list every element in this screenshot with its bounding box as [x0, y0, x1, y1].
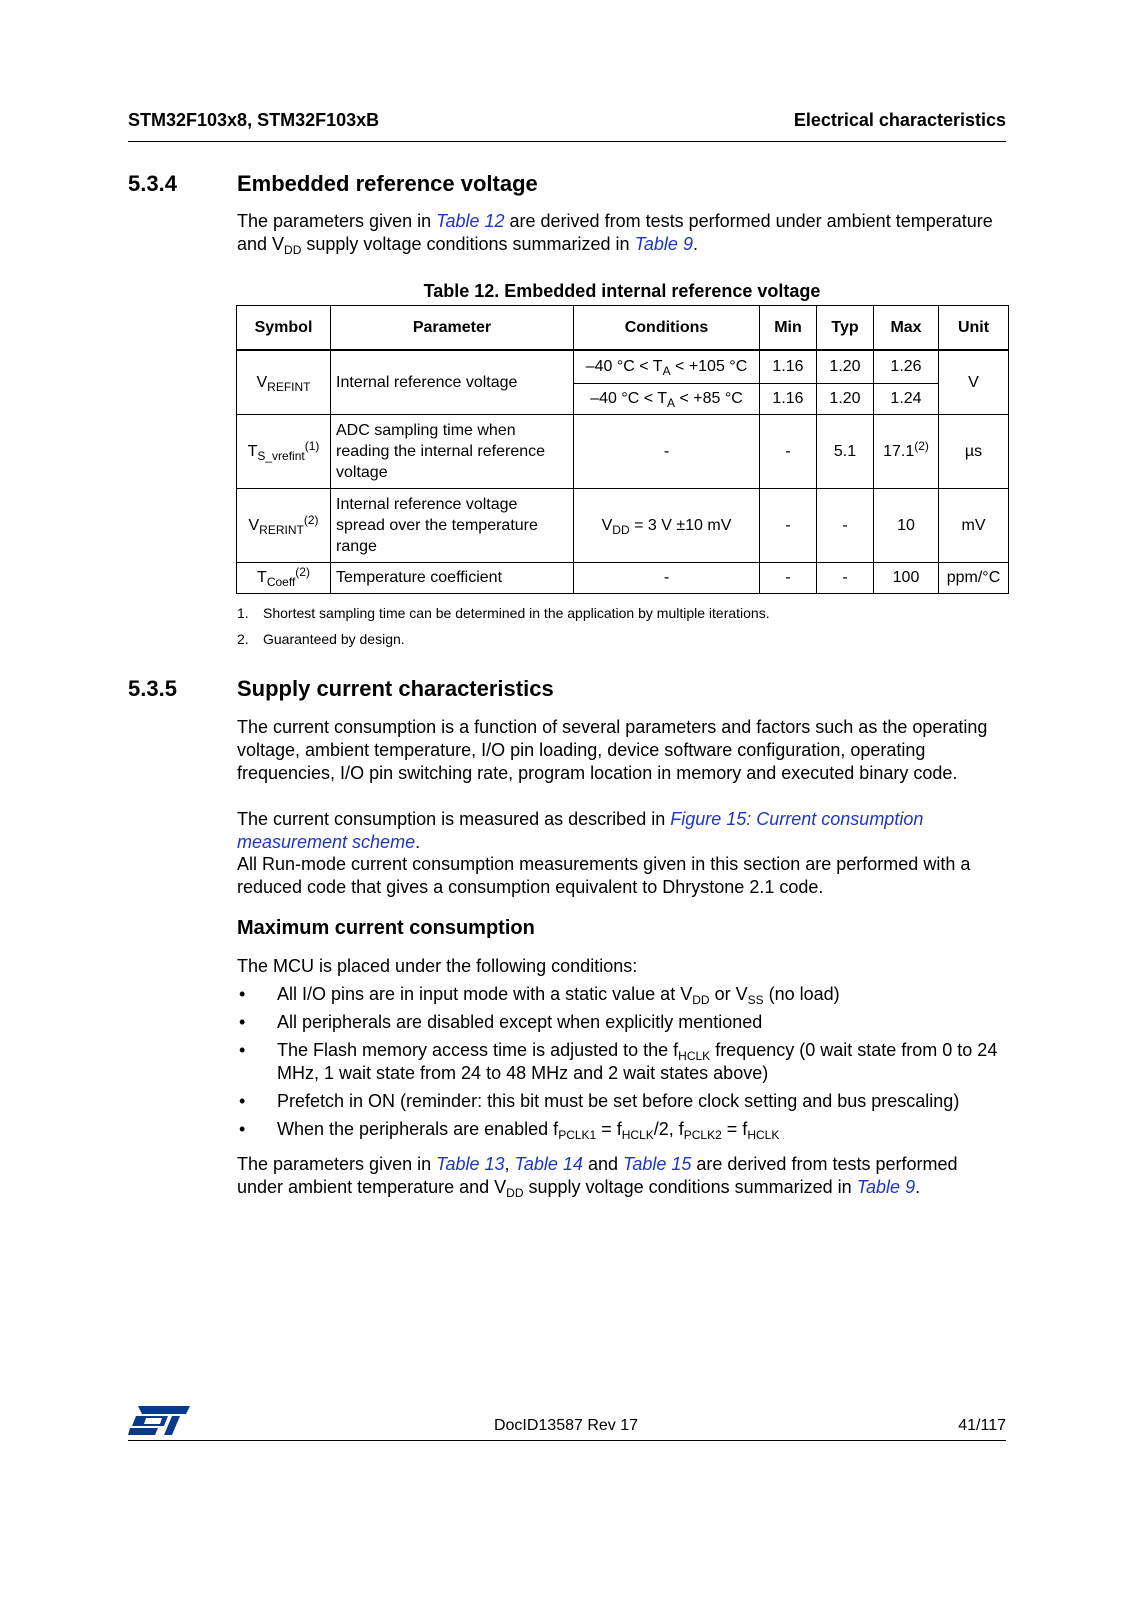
symbol-cell: $T_{Coeff}^{(2)}$	[237, 562, 331, 593]
header-rule	[128, 141, 1006, 142]
unit-cell: µs	[939, 414, 1009, 488]
unit-cell: V	[939, 350, 1009, 414]
section-paragraph: The current consumption is a function of several parameters and factors such as the operating voltage, ambient temperature, I/O pin loading, device software configuration, operating frequencies, I/O pin switching rate, program location in memory and executed binary code.	[237, 717, 988, 783]
typ-cell: 1.20	[817, 383, 874, 414]
section-number: 5.3.4	[128, 171, 177, 196]
list-item: • Prefetch in ON (reminder: this bit must be set before clock setting and bus prescaling)	[239, 1091, 960, 1111]
parameter-cell: Internal reference voltage	[331, 350, 574, 414]
column-header: Min	[760, 306, 817, 351]
column-header: Conditions	[574, 306, 760, 351]
typ-cell: -	[817, 562, 874, 593]
reference-voltage-table	[236, 305, 1009, 594]
table-footnote: 2. Guaranteed by design.	[237, 631, 405, 647]
table-link[interactable]: Table 14	[514, 1154, 583, 1174]
section-paragraph: The parameters given in Table 13, Table 14 and Table 15 are derived from tests performed under ambient temperature and $V_{DD}$ supply voltage conditions summarized in Table 9.	[237, 1154, 958, 1200]
symbol-cell: $V_{REFINT}$	[237, 350, 331, 414]
table-link[interactable]: Table 12	[436, 211, 505, 231]
page-number: 41/117	[958, 1417, 1006, 1434]
min-cell: -	[760, 488, 817, 562]
conditions-cell: -	[574, 414, 760, 488]
figure-link[interactable]: Figure 15: Current consumption measurement scheme	[237, 809, 924, 852]
conditions-cell: $V_{DD} = 3$ V ±10 mV	[574, 488, 760, 562]
table-caption: Table 12. Embedded internal reference voltage	[423, 281, 821, 301]
table-link[interactable]: Table 9	[856, 1177, 916, 1197]
section-title: Supply current characteristics	[237, 676, 554, 701]
typ-cell: 5.1	[817, 414, 874, 488]
table-link[interactable]: Table 9	[634, 234, 693, 254]
table-row	[237, 350, 1009, 383]
symbol-cell: $T_{S\_vrefint}^{(1)}$	[237, 414, 331, 488]
max-cell: 100	[874, 562, 939, 593]
min-cell: 1.16	[760, 383, 817, 414]
column-header: Parameter	[331, 306, 574, 351]
unit-cell: mV	[939, 488, 1009, 562]
conditions-list	[237, 983, 1007, 1146]
max-cell: 10	[874, 488, 939, 562]
parameter-cell: Internal reference voltage spread over the temperature range	[331, 488, 574, 562]
list-item: • When the peripherals are enabled $f_{PCLK1} = f_{HCLK}/2$, $f_{PCLK2} = f_{HCLK}$	[239, 1119, 780, 1142]
table-link[interactable]: Table 15	[622, 1154, 692, 1174]
column-header: Symbol	[237, 306, 331, 351]
table-row	[237, 562, 1009, 593]
list-item: • All I/O pins are in input mode with a static value at $V_{DD}$ or $V_{SS}$ (no load)	[239, 984, 840, 1007]
subheading: Maximum current consumption	[237, 917, 535, 939]
min-cell: 1.16	[760, 350, 817, 383]
section-title: Embedded reference voltage	[237, 171, 538, 196]
table-row	[237, 488, 1009, 562]
column-header: Typ	[817, 306, 874, 351]
table-row	[237, 414, 1009, 488]
footer-rule	[128, 1440, 1006, 1441]
unit-cell: ppm/°C	[939, 562, 1009, 593]
min-cell: -	[760, 562, 817, 593]
column-header: Unit	[939, 306, 1009, 351]
parameter-cell: Temperature coefficient	[331, 562, 574, 593]
max-cell: 17.1$^{(2)}$	[874, 414, 939, 488]
section-number: 5.3.5	[128, 676, 177, 701]
header-section-title: Electrical characteristics	[793, 110, 1006, 130]
parameter-cell: ADC sampling time when reading the internal reference voltage	[331, 414, 574, 488]
min-cell: -	[760, 414, 817, 488]
section-paragraph: The parameters given in Table 12 are derived from tests performed under ambient temperature and $V_{DD}$ supply voltage conditions summarized in Table 9.	[237, 211, 993, 257]
section-paragraph: All Run-mode current consumption measurements given in this section are performed with a reduced code that gives a consumption equivalent to Dhrystone 2.1 code.	[237, 854, 971, 897]
conditions-cell: –40 $^\circ C < T_A < +105$ °C	[574, 350, 760, 383]
table-link[interactable]: Table 13	[436, 1154, 505, 1174]
header-doc-title: STM32F103x8, STM32F103xB	[128, 110, 380, 130]
typ-cell: 1.20	[817, 350, 874, 383]
column-header: Max	[874, 306, 939, 351]
max-cell: 1.26	[874, 350, 939, 383]
footer-doc-id: DocID13587 Rev 17	[493, 1417, 639, 1434]
table-footnote: 1. Shortest sampling time can be determined in the application by multiple iterations.	[237, 605, 770, 621]
max-cell: 1.24	[874, 383, 939, 414]
section-paragraph: The current consumption is measured as described in Figure 15: Current consumption measurement scheme.	[237, 809, 924, 852]
section-paragraph: The MCU is placed under the following conditions:	[237, 956, 638, 976]
list-item: • All peripherals are disabled except when explicitly mentioned	[239, 1012, 763, 1032]
table-header-row	[237, 306, 1009, 351]
list-item: • The Flash memory access time is adjusted to the $f_{HCLK}$ frequency (0 wait state from 0 to 24 MHz, 1 wait state from 24 to 48 MHz and 2 wait states above)	[239, 1040, 998, 1083]
conditions-cell: –40 $^\circ C < T_A < +85$ °C	[574, 383, 760, 414]
conditions-cell: -	[574, 562, 760, 593]
symbol-cell: $V_{RERINT}^{(2)}$	[237, 488, 331, 562]
typ-cell: -	[817, 488, 874, 562]
